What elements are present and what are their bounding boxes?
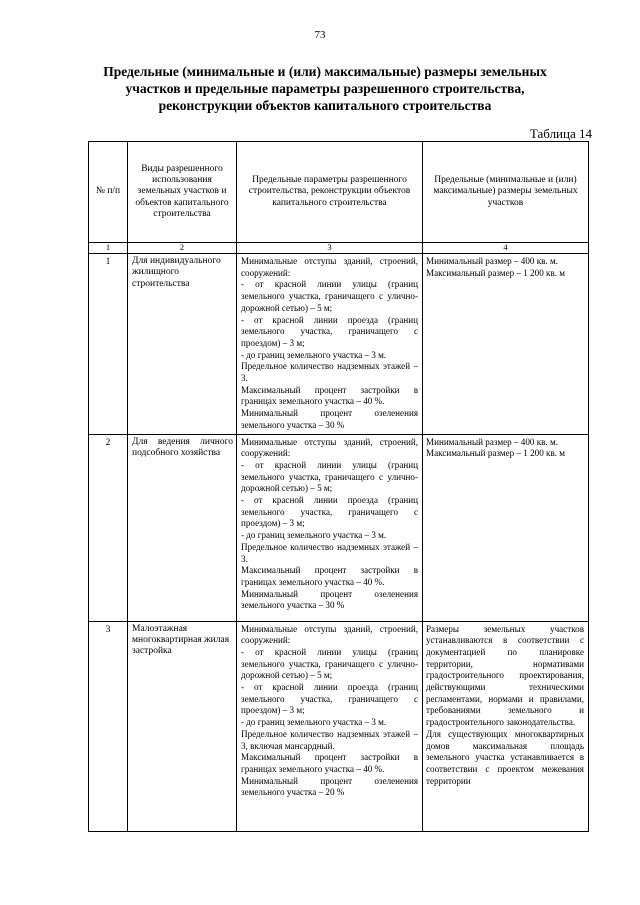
- use-type-cell: Малоэтажная многоквартирная жилая застройка: [128, 621, 237, 831]
- sizes-cell: [423, 254, 589, 435]
- param-text: Минимальный процент озеленения земельного участка – 30 %: [241, 588, 418, 611]
- header-plot-sizes: Предельные (минимальные и (или) максимальные) размеры земельных участков: [423, 142, 589, 243]
- param-text: Максимальный процент застройки в границах земельного участка – 40 %.: [241, 565, 418, 587]
- param-text: - от красной линии проезда (границ земельного участка, граничащего с проездом) – 3 м;: [241, 314, 418, 348]
- param-text: - от красной линии проезда (границ земельного участка, граничащего с проездом) – 3 м;: [241, 682, 418, 716]
- size-text: Минимальный размер – 400 кв. м.: [426, 256, 558, 266]
- row-number: 1: [89, 254, 128, 435]
- sizes-cell: [423, 434, 589, 621]
- column-number-row: [89, 243, 589, 254]
- param-text: Минимальные отступы зданий, строений, сооружений:: [241, 436, 418, 459]
- column-number: 3: [237, 243, 423, 254]
- param-text: - до границ земельного участка – 3 м.: [241, 349, 387, 360]
- row-number: 3: [89, 621, 128, 831]
- param-text: Минимальные отступы зданий, строений, сооружений:: [241, 256, 418, 278]
- size-text: Максимальный размер – 1 200 кв. м: [426, 448, 566, 459]
- param-text: - от красной линии улицы (границ земельного участка, граничащего с улично-дорожной сетью) – 5 м;: [241, 646, 418, 681]
- table-caption: Таблица 14: [529, 126, 592, 141]
- title-line: участков и предельные параметры разрешенного строительства,: [125, 81, 525, 96]
- size-text: Минимальный размер – 400 кв. м.: [426, 436, 558, 447]
- size-text: Максимальный размер – 1 200 кв. м: [426, 267, 566, 278]
- size-text: Размеры земельных участков устанавливаются в соответствии с документацией по планировке территории, нормативами градостроительного проектирования, действующими техническими регламентами, нормами и правилами, требованиями земельного и градостроительного законодательства.: [426, 623, 584, 728]
- param-text: - от красной линии проезда (границ земельного участка, граничащего с проездом) – 3 м;: [241, 495, 418, 529]
- param-text: Минимальный процент озеленения земельного участка – 30 %: [241, 408, 418, 430]
- column-number: 1: [89, 243, 128, 254]
- param-text: Минимальный процент озеленения земельного участка – 20 %: [241, 775, 418, 798]
- sizes-cell: [423, 621, 589, 831]
- param-text: Предельное количество надземных этажей – 3, включая мансардный.: [241, 728, 418, 751]
- table-row: [89, 254, 589, 435]
- param-text: Предельное количество надземных этажей – 3.: [241, 361, 418, 384]
- document-title: [70, 63, 580, 114]
- size-text: Для существующих многоквартирных домов максимальная площадь земельного участка устанавливается в соответствии с проектом межевания территории: [426, 728, 584, 786]
- param-text: - от красной линии улицы (границ земельного участка, граничащего с улично-дорожной сетью) – 5 м;: [241, 279, 418, 313]
- table-row: [89, 434, 589, 621]
- param-text: Максимальный процент застройки в границах земельного участка – 40 %.: [241, 384, 418, 407]
- header-building-params: Предельные параметры разрешенного строительства, реконструкции объектов капитального строительства: [237, 142, 423, 243]
- param-text: - от красной линии улицы (границ земельного участка, граничащего с улично-дорожной сетью) – 5 м;: [241, 459, 418, 494]
- params-cell: [237, 254, 423, 435]
- param-text: Предельное количество надземных этажей – 3.: [241, 541, 418, 564]
- header-number: № п/п: [89, 142, 128, 243]
- param-text: Минимальные отступы зданий, строений, сооружений:: [241, 623, 418, 646]
- header-use-type: Виды разрешенного использования земельных участков и объектов капитального строительства: [128, 142, 237, 243]
- page-number: 73: [314, 29, 326, 41]
- params-cell: [237, 621, 423, 831]
- table-row: [89, 621, 589, 831]
- title-line: Предельные (минимальные и (или) максимальные) размеры земельных: [103, 64, 547, 79]
- param-text: Максимальный процент застройки в границах земельного участка – 40 %.: [241, 752, 418, 774]
- title-line: реконструкции объектов капитального строительства: [158, 98, 492, 113]
- column-number: 2: [128, 243, 237, 254]
- use-type-cell: Для ведения личного подсобного хозяйства: [128, 434, 237, 621]
- table-header-row: [89, 142, 589, 243]
- column-number: 4: [423, 243, 589, 254]
- param-text: - до границ земельного участка – 3 м.: [241, 530, 387, 541]
- parameters-table: [88, 141, 589, 832]
- param-text: - до границ земельного участка – 3 м.: [241, 717, 387, 728]
- use-type-cell: Для индивидуального жилищного строительства: [128, 254, 237, 435]
- params-cell: [237, 434, 423, 621]
- row-number: 2: [89, 434, 128, 621]
